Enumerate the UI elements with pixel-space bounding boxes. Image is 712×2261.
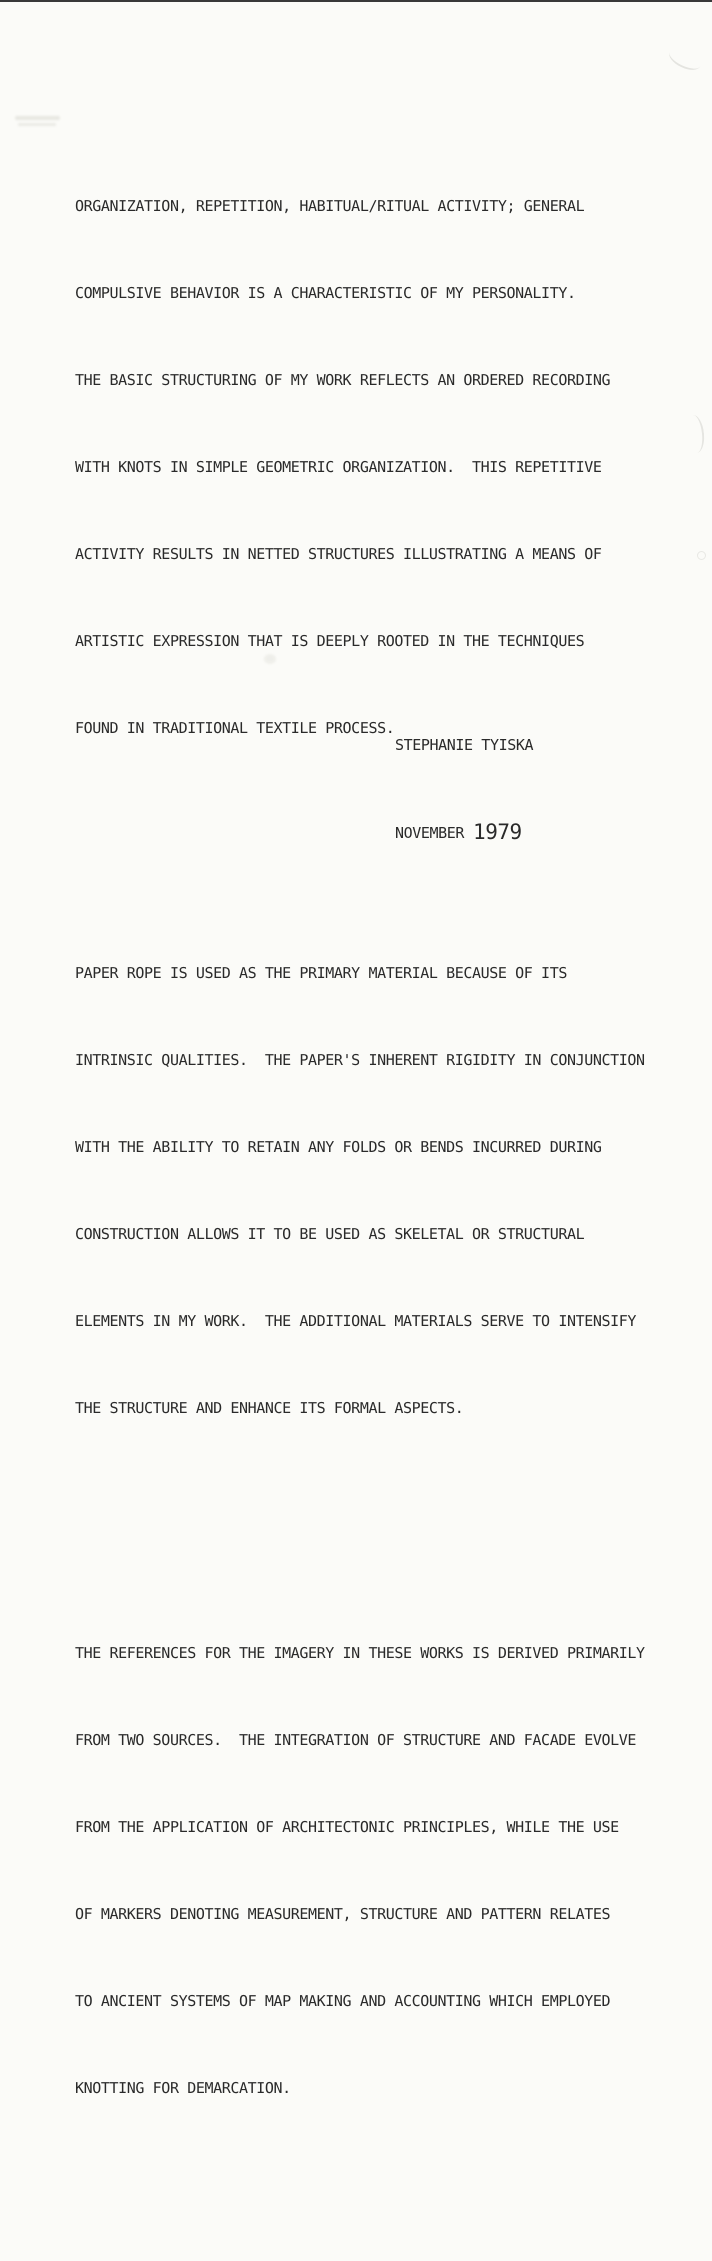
text-line: COMPULSIVE BEHAVIOR IS A CHARACTERISTIC OF MY PERSONALITY. — [75, 284, 576, 302]
text-line: PAPER ROPE IS USED AS THE PRIMARY MATERIAL BECAUSE OF ITS — [75, 964, 567, 982]
text-line: FROM TWO SOURCES. THE INTEGRATION OF STRUCTURE AND FACADE EVOLVE — [75, 1731, 636, 1749]
signature-year: 1979 — [473, 820, 522, 844]
signature-date — [395, 818, 533, 847]
scan-artifact-top-right — [666, 44, 704, 75]
text-line: TO ANCIENT SYSTEMS OF MAP MAKING AND ACCOUNTING WHICH EMPLOYED — [75, 1992, 611, 2010]
text-line: FROM THE APPLICATION OF ARCHITECTONIC PRINCIPLES, WHILE THE USE — [75, 1818, 619, 1836]
text-line: FOUND IN TRADITIONAL TEXTILE PROCESS. — [75, 719, 395, 737]
text-line: THE BASIC STRUCTURING OF MY WORK REFLECTS AN ORDERED RECORDING — [75, 371, 611, 389]
text-line: OF MARKERS DENOTING MEASUREMENT, STRUCTURE AND PATTERN RELATES — [75, 1905, 611, 1923]
signature-month: NOVEMBER — [395, 824, 465, 842]
text-line: ARTISTIC EXPRESSION THAT IS DEEPLY ROOTED IN THE TECHNIQUES — [75, 632, 585, 650]
text-line: WITH THE ABILITY TO RETAIN ANY FOLDS OR BENDS INCURRED DURING — [75, 1138, 602, 1156]
signature-name: STEPHANIE TYISKA — [395, 736, 534, 754]
text-line: CONSTRUCTION ALLOWS IT TO BE USED AS SKELETAL OR STRUCTURAL — [75, 1225, 585, 1243]
scan-artifact-right-dot — [697, 551, 706, 560]
scan-artifact-left-smudge — [18, 123, 56, 126]
paragraph-3 — [75, 1581, 645, 2161]
scan-artifact-left-smudge — [15, 116, 60, 120]
text-line: THE STRUCTURE AND ENHANCE ITS FORMAL ASPECTS. — [75, 1399, 464, 1417]
text-line: THE REFERENCES FOR THE IMAGERY IN THESE WORKS IS DERIVED PRIMARILY — [75, 1644, 645, 1662]
text-line: WITH KNOTS IN SIMPLE GEOMETRIC ORGANIZATION. THIS REPETITIVE — [75, 458, 602, 476]
signature-block — [395, 673, 533, 905]
scan-artifact-right-curl — [684, 414, 706, 454]
document-body — [75, 47, 645, 2261]
text-line: KNOTTING FOR DEMARCATION. — [75, 2079, 291, 2097]
text-line: ORGANIZATION, REPETITION, HABITUAL/RITUAL ACTIVITY; GENERAL — [75, 197, 585, 215]
text-line: ACTIVITY RESULTS IN NETTED STRUCTURES ILLUSTRATING A MEANS OF — [75, 545, 602, 563]
text-line: ELEMENTS IN MY WORK. THE ADDITIONAL MATERIALS SERVE TO INTENSIFY — [75, 1312, 636, 1330]
scan-top-edge — [0, 0, 712, 2]
paragraph-2 — [75, 901, 645, 1481]
paragraph-1 — [75, 134, 645, 801]
text-line: INTRINSIC QUALITIES. THE PAPER'S INHERENT RIGIDITY IN CONJUNCTION — [75, 1051, 645, 1069]
